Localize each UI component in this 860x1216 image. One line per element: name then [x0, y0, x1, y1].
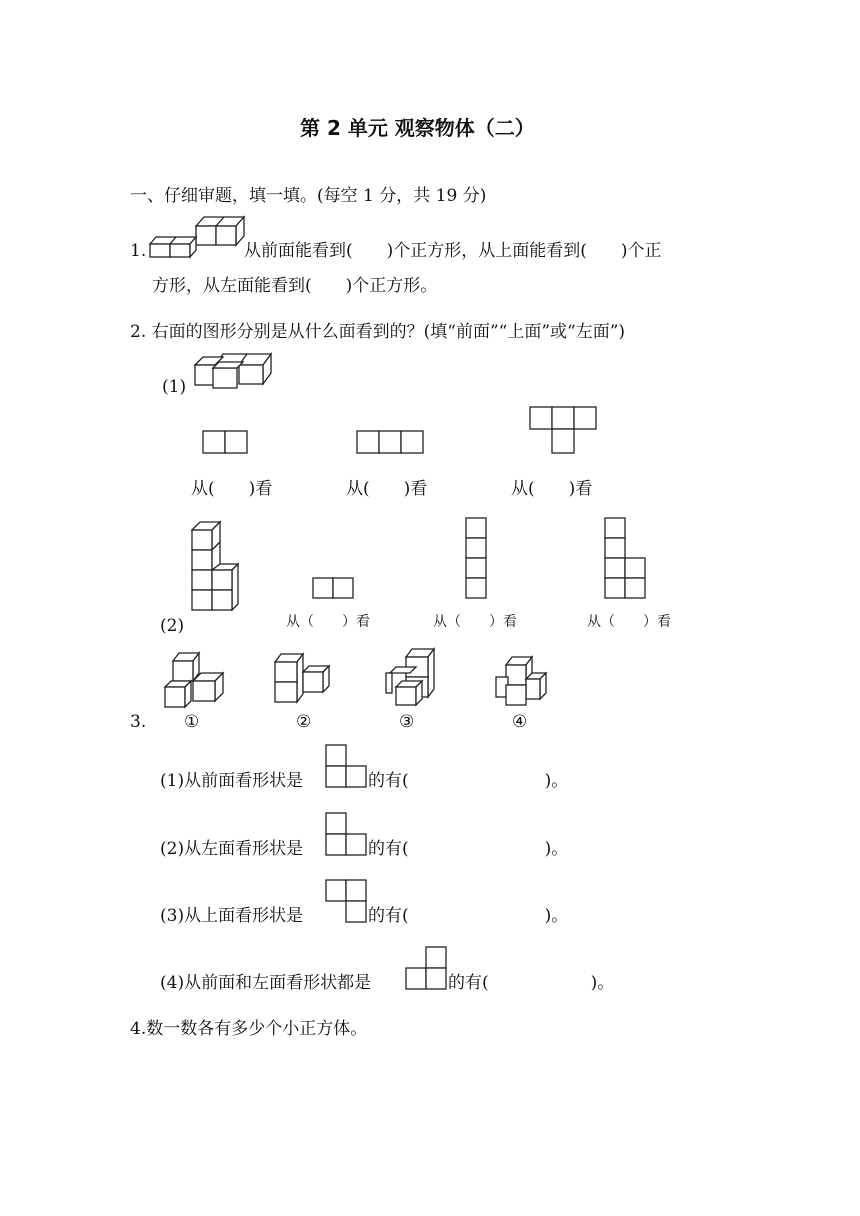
q2-part1-view-a [202, 430, 250, 456]
q3-figure-1 [163, 651, 227, 709]
section-heading: 一、仔细审题，填一填。(每空 1 分，共 19 分) [130, 186, 487, 206]
q3-item-1-suffix[interactable]: 的有( )。 [368, 771, 569, 791]
q2-part1-answer-c[interactable]: 从( )看 [511, 479, 593, 499]
q2-part2-answer-c[interactable]: 从（ ）看 [587, 614, 671, 630]
q3-item-4-shape [405, 946, 449, 992]
q3-figure-label-3: ③ [399, 712, 415, 732]
q1-line1: 从前面能看到( )个正方形，从上面能看到( )个正 [244, 241, 662, 261]
q3-figure-label-2: ② [296, 712, 312, 732]
q3-item-2-shape [325, 812, 369, 858]
q2-part1-answer-b[interactable]: 从( )看 [346, 479, 428, 499]
q3-item-1-shape [325, 744, 369, 790]
q3-item-4-suffix[interactable]: 的有( )。 [448, 973, 615, 993]
q1-cube-figure [148, 214, 248, 258]
q2-part1-view-b [356, 430, 428, 456]
q2-part1-cube-figure [193, 352, 275, 390]
q3-item-2-suffix[interactable]: 的有( )。 [368, 839, 569, 859]
q3-item-4-prefix: (4)从前面和左面看形状都是 [160, 973, 372, 993]
q2-part2-answer-a[interactable]: 从（ ）看 [286, 614, 370, 630]
q3-figure-2 [273, 652, 337, 706]
q2-part2-answer-b[interactable]: 从（ ）看 [433, 614, 517, 630]
page-title: 第 2 单元 观察物体（二） [300, 116, 535, 140]
q2-part2-view-a [312, 577, 356, 601]
q3-item-3-suffix[interactable]: 的有( )。 [368, 906, 569, 926]
q1-line2: 方形，从左面能看到( )个正方形。 [152, 276, 438, 296]
q3-figure-3 [384, 647, 440, 707]
q3-figure-label-4: ④ [512, 712, 528, 732]
q1-number: 1. [130, 241, 147, 261]
q2-part1-answer-a[interactable]: 从( )看 [191, 479, 273, 499]
q3-item-2-prefix: (2)从左面看形状是 [160, 839, 304, 859]
q2-part2-view-c [604, 517, 650, 601]
q3-figure-label-1: ① [184, 712, 200, 732]
q2-part2-cube-figure [190, 520, 242, 614]
q2-part1-label: (1) [162, 377, 187, 397]
q3-item-3-prefix: (3)从上面看形状是 [160, 906, 304, 926]
q3-item-1-prefix: (1)从前面看形状是 [160, 771, 304, 791]
q2-part1-view-c [529, 406, 601, 456]
q3-number: 3. [130, 712, 147, 732]
q2-part2-label: (2) [160, 616, 185, 636]
q2-heading: 2. 右面的图形分别是从什么面看到的？(填“前面”“上面”或“左面”) [130, 322, 626, 342]
q3-figure-4 [494, 655, 550, 709]
q2-part2-view-b [465, 517, 489, 601]
q4-heading: 4.数一数各有多少个小正方体。 [130, 1019, 368, 1039]
q3-item-3-shape [325, 879, 369, 925]
